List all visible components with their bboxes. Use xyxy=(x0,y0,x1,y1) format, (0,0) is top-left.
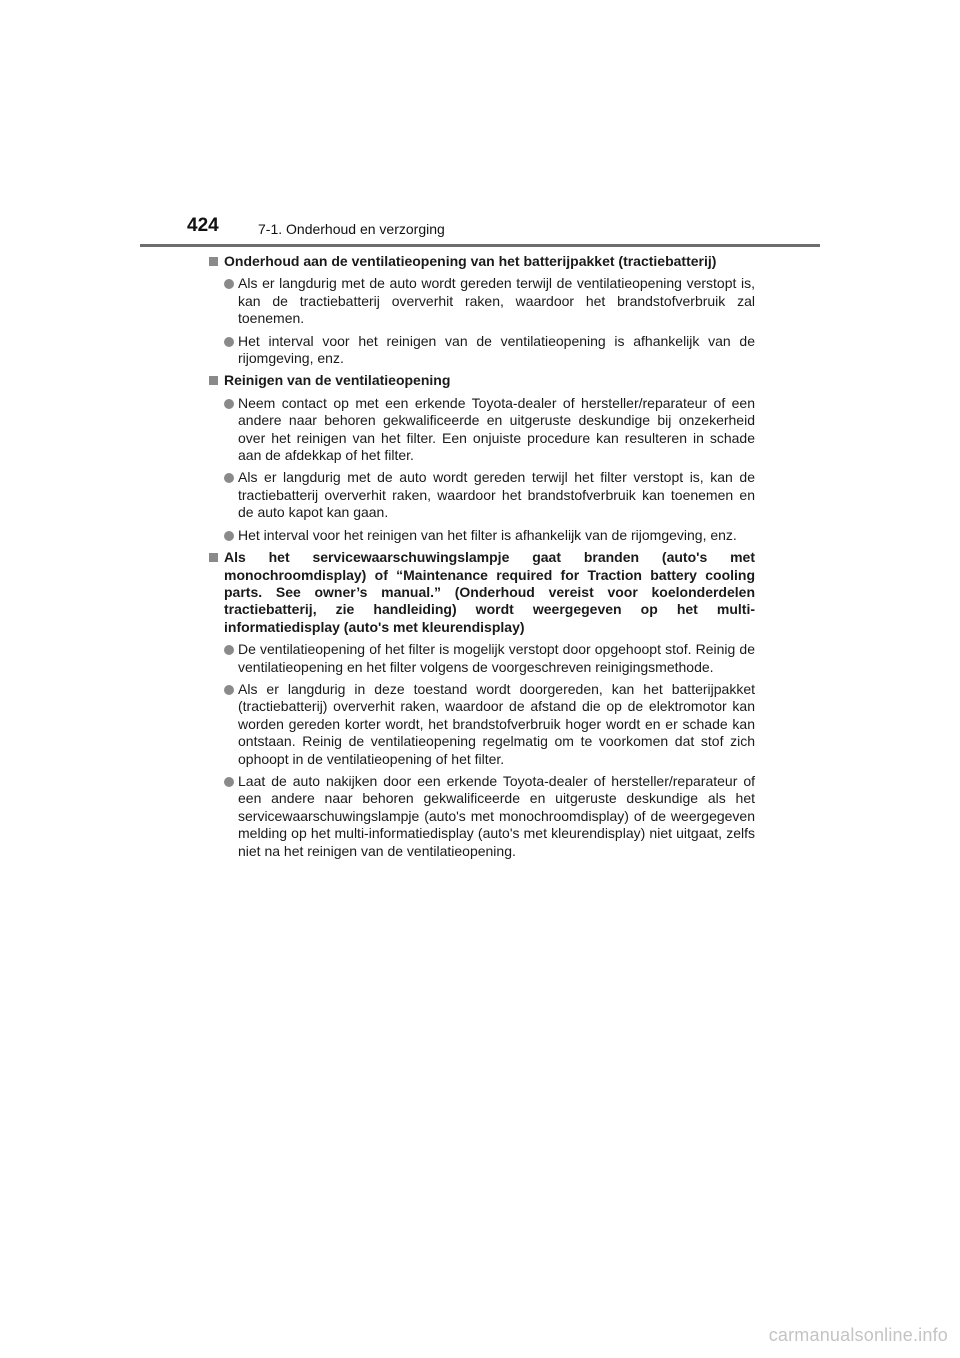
list-item-text: Laat de auto nakijken door een erkende Toyota-dealer of hersteller/reparateur of een andere naar behoren gekwalificeerde en uitgeruste deskundige als het servicewaarschuwingslampje (auto's met monochroomdisplay) of de weergegeven melding op het multi-informatiedisplay (auto's met kleurendisplay) niet uitgaat, zelfs niet na het reinigen van de ventilatieopening. xyxy=(238,772,755,859)
section-ventilation-maintenance xyxy=(209,253,755,367)
list-item xyxy=(209,469,755,521)
list-item xyxy=(209,681,755,768)
circle-bullet-icon xyxy=(224,777,234,787)
list-item xyxy=(209,333,755,368)
heading-text: Reinigen van de ventilatieopening xyxy=(224,372,451,389)
list-item-text: Als er langdurig met de auto wordt gereden terwijl het filter verstopt is, kan de tractiebatterij oververhit raken, waardoor het brandstofverbruik kan toenemen en de auto kapot kan gaan. xyxy=(238,469,755,521)
header-divider xyxy=(140,244,820,247)
section-cleaning-ventilation xyxy=(209,372,755,544)
list-item-text: De ventilatieopening of het filter is mogelijk verstopt door opgehoopt stof. Reinig de ventilatieopening en het filter volgens de voorgeschreven reinigingsmethode. xyxy=(238,641,755,675)
section-title: 7-1. Onderhoud en verzorging xyxy=(258,221,445,237)
list-item xyxy=(209,773,755,860)
section-heading xyxy=(209,549,755,636)
list-item-text: Het interval voor het reinigen van het filter is afhankelijk van de rijomgeving, enz. xyxy=(238,526,737,543)
list-item-text: Neem contact op met een erkende Toyota-dealer of hersteller/reparateur of een andere naar behoren gekwalificeerde en uitgeruste deskundige bij onzekerheid over het reinigen van het filter. Een onjuiste procedure kan resulteren in schade aan de afdekkap of het filter. xyxy=(238,394,755,464)
circle-bullet-icon xyxy=(224,399,234,409)
circle-bullet-icon xyxy=(224,279,234,289)
list-item xyxy=(209,527,755,544)
heading-text: Als het servicewaarschuwingslampje gaat branden (auto's met monochroomdisplay) of “Maintenance required for Traction battery cooling parts. See owner’s manual.” (Onderhoud vereist voor koelonderdelen tractiebatterij, zie handleiding) wordt weergegeven op het multi-informatiedisplay (auto's met kleurendisplay) xyxy=(224,549,755,635)
list-item xyxy=(209,395,755,465)
circle-bullet-icon xyxy=(224,685,234,695)
watermark: carmanualsonline.info xyxy=(768,1325,948,1345)
section-heading xyxy=(209,372,755,389)
list-item-text: Het interval voor het reinigen van de ventilatieopening is afhankelijk van de rijomgeving, enz. xyxy=(238,332,755,367)
page-content xyxy=(209,253,755,865)
square-bullet-icon xyxy=(209,553,218,562)
circle-bullet-icon xyxy=(224,473,234,483)
circle-bullet-icon xyxy=(224,337,234,347)
circle-bullet-icon xyxy=(224,531,234,541)
list-item-text: Als er langdurig met de auto wordt gereden terwijl de ventilatieopening verstopt is, kan de tractiebatterij oververhit raken, waardoor het brandstofverbruik zal toenemen. xyxy=(238,275,755,327)
page-header xyxy=(180,211,820,241)
list-item xyxy=(209,641,755,676)
square-bullet-icon xyxy=(209,257,218,266)
heading-text: Onderhoud aan de ventilatieopening van het batterijpakket (tractiebatterij) xyxy=(224,253,717,269)
list-item xyxy=(209,275,755,327)
square-bullet-icon xyxy=(209,376,218,385)
section-heading xyxy=(209,253,755,270)
page-number: 424 xyxy=(187,215,219,236)
section-warning-light xyxy=(209,549,755,860)
list-item-text: Als er langdurig in deze toestand wordt doorgereden, kan het batterijpakket (tractiebatterij) oververhit raken, waardoor de afstand die op de elektromotor kan worden gereden korter wordt, het brandstofverbruik hoger wordt en er schade kan ontstaan. Reinig de ventilatieopening regelmatig om te voorkomen dat stof zich ophoopt in de ventilatieopening of het filter. xyxy=(238,680,755,767)
circle-bullet-icon xyxy=(224,645,234,655)
